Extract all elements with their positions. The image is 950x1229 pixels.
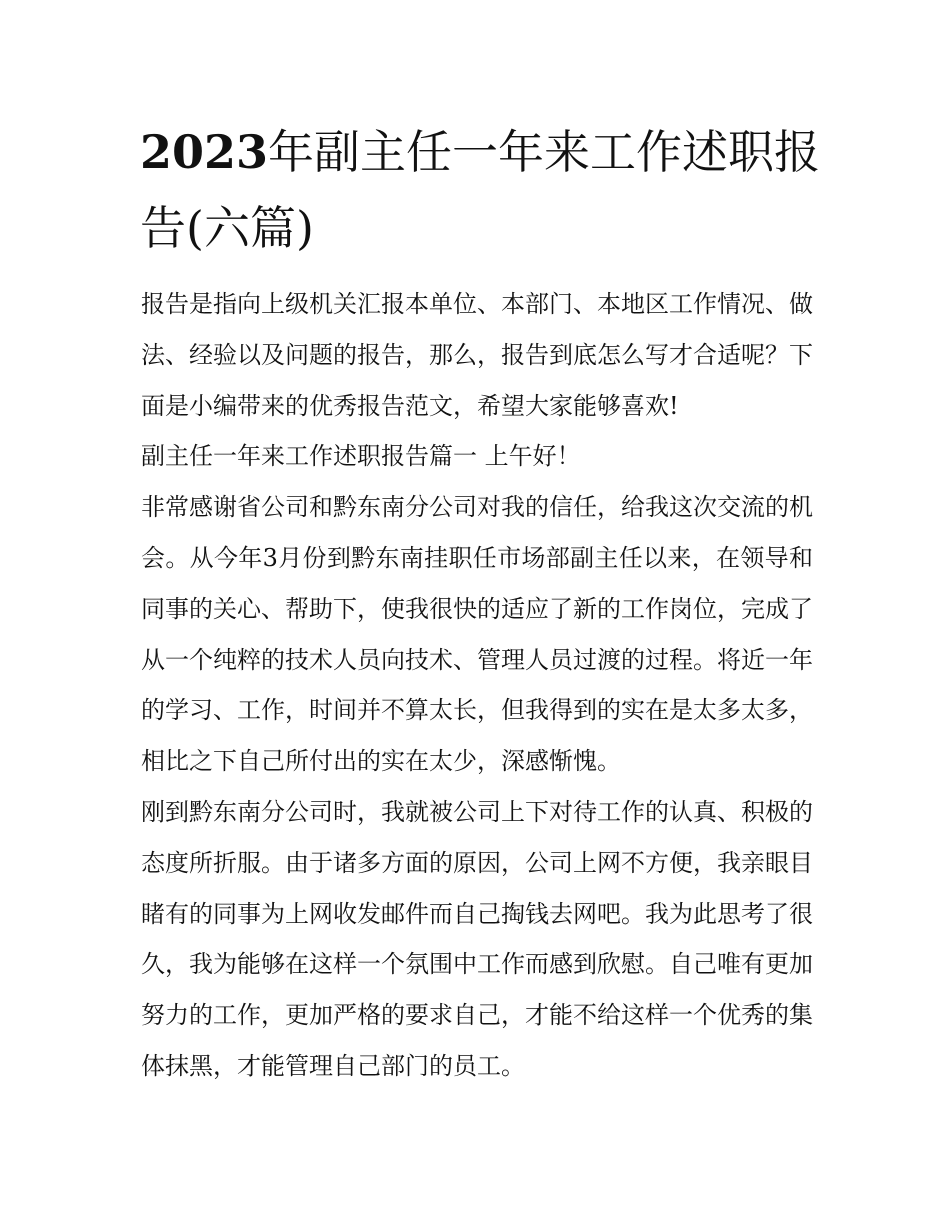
document-body <box>141 279 813 1092</box>
title-year: 2023 <box>140 125 269 179</box>
paragraph-greeting: 副主任一年来工作述职报告篇一 上午好！ <box>141 442 581 471</box>
title-text: 年副主任一年来工作述职报告(六篇) <box>140 125 821 255</box>
document-title <box>140 114 830 266</box>
paragraph-impression: 刚到黔东南分公司时，我就被公司上下对待工作的认真、积极的态度所折服。由于诸多方面的原因，公司上网不方便，我亲眼目睹有的同事为上网收发邮件而自己掏钱去网吧。我为此思考了很久，我为能够在这样一个氛围中工作而感到欣慰。自己唯有更加努力的工作，更加严格的要求自己，才能不给这样一个优秀的集体抹黑，才能管理自己部门的员工。 <box>141 797 813 1080</box>
paragraph-thanks: 非常感谢省公司和黔东南分公司对我的信任，给我这次交流的机会。从今年3月份到黔东南挂职任市场部副主任以来，在领导和同事的关心、帮助下，使我很快的适应了新的工作岗位，完成了从一个纯粹的技术人员向技术、管理人员过渡的过程。将近一年的学习、工作，时间并不算太长，但我得到的实在是太多太多，相比之下自己所付出的实在太少，深感惭愧。 <box>141 493 813 776</box>
paragraph-intro: 报告是指向上级机关汇报本单位、本部门、本地区工作情况、做法、经验以及问题的报告，那么，报告到底怎么写才合适呢？下面是小编带来的优秀报告范文，希望大家能够喜欢! <box>141 290 813 420</box>
